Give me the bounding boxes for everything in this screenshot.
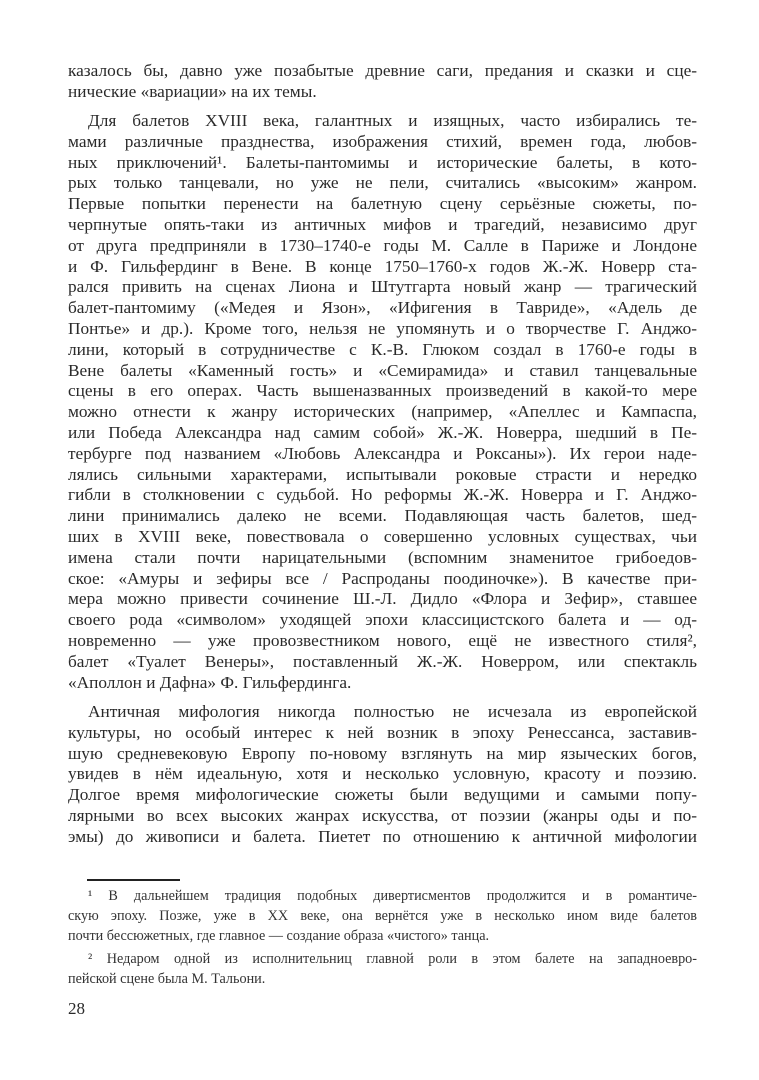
text-line: Долгое время мифологические сюжеты были ведущими и самыми попу-	[68, 785, 697, 805]
text-line: тербурге под названием «Любовь Александра и Роксаны»). Их герои наде-	[68, 443, 697, 463]
text-line: нические «вариации» на их темы.	[68, 81, 317, 101]
text-line: «Аполлон и Дафна» Ф. Гильфердинга.	[68, 672, 352, 692]
text-line: рых только танцевали, но уже не пели, считались «высоким» жанром.	[68, 173, 697, 193]
text-line: мера можно привести сочинение Ш.-Л. Дидло «Флора и Зефир», ставшее	[68, 589, 697, 609]
footnote-line: пейской сцене была М. Тальони.	[68, 971, 266, 987]
text-line: балет-пантомиму («Медея и Язон», «Ифигения в Тавриде», «Адель де	[68, 298, 697, 318]
text-line: можно отнести к жанру исторических (например, «Апеллес и Кампаспа,	[68, 402, 697, 422]
footnote	[68, 949, 697, 989]
text-line: Вене балеты «Каменный гость» и «Семирамида» и ставил танцевальные	[68, 360, 697, 380]
text-line: новременно — уже провозвестником нового, ещё не известного стиля²,	[68, 631, 697, 651]
text-line: Первые попытки перенести на балетную сцену серьёзные сюжеты, по-	[68, 194, 697, 214]
text-line: лялись сильными характерами, испытывали роковые страсти и нередко	[68, 464, 697, 484]
footnote-separator	[87, 879, 180, 881]
text-line: или Победа Александра над самим собой» Ж.-Ж. Новерра, шедший в Пе-	[68, 423, 697, 443]
text-line: культуры, но особый интерес к ней возник в эпоху Ренессанса, заставив-	[68, 722, 697, 742]
text-line: казалось бы, давно уже позабытые древние саги, предания и сказки и сце-	[68, 61, 697, 80]
text-line: и Ф. Гильфердинг в Вене. В конце 1750–1760-х годов Ж.-Ж. Новерр ста-	[68, 256, 697, 276]
text-line: Для балетов XVIII века, галантных и изящных, часто избирались те-	[88, 111, 697, 131]
text-line: имена стали почти нарицательными (вспомним знаменитое грибоедов-	[68, 547, 697, 567]
text-line: рался привить на сценах Лиона и Штутгарта новый жанр — трагический	[68, 277, 697, 297]
footnote	[68, 886, 697, 946]
footnote-line: почти бессюжетных, где главное — создание образа «чистого» танца.	[68, 928, 490, 944]
text-line: Понтье» и др.). Кроме того, нельзя не упомянуть и о творчестве Г. Анджо-	[68, 319, 697, 339]
footnote-line: ¹ В дальнейшем традиция подобных дивертисментов продолжится и в романтиче-	[88, 888, 697, 904]
body-text	[68, 61, 697, 847]
paragraph	[68, 111, 697, 693]
text-line: гибли в столкновении с судьбой. Но реформы Ж.-Ж. Новерра и Г. Анджо-	[68, 485, 697, 505]
text-line: шую средневековую Европу по-новому взглянуть на мир языческих богов,	[68, 743, 697, 763]
text-line: своего рода «символом» уходящей эпохи классицистского балета и — од-	[68, 610, 697, 630]
text-line: Античная мифология никогда полностью не исчезала из европейской	[88, 701, 697, 721]
text-line: лини принимались далеко не всеми. Подавляющая часть балетов, шед-	[68, 506, 697, 526]
paragraph	[68, 702, 697, 848]
text-line: эмы) до живописи и балета. Пиетет по отношению к античной мифологии	[68, 826, 697, 846]
text-line: мами различные празднества, изображения стихий, времен года, любов-	[68, 131, 697, 151]
footnotes	[68, 886, 697, 992]
footnote-line: ² Недаром одной из исполнительниц главной роли в этом балете на западноевро-	[88, 951, 697, 967]
text-line: ных приключений¹. Балеты-пантомимы и исторические балеты, в кото-	[68, 152, 697, 172]
text-line: ское: «Амуры и зефиры все / Распроданы поодиночке»). В качестве при-	[68, 568, 697, 588]
text-line: сцены в его операх. Часть вышеназванных произведений в какой-то мере	[68, 381, 697, 401]
text-line: лярными во всех высоких жанрах искусства, от поэзии (жанры оды и по-	[68, 805, 697, 825]
text-line: от друга предприняли в 1730–1740-е годы М. Салле в Париже и Лондоне	[68, 235, 697, 255]
text-line: ших в XVIII веке, повествовала о совершенно условных существах, чьи	[68, 527, 697, 547]
paragraph	[68, 61, 697, 103]
footnote-line: скую эпоху. Позже, уже в XX веке, она вернётся уже в несколько ином виде балетов	[68, 908, 697, 924]
page-number: 28	[68, 999, 85, 1018]
text-line: черпнутые опять-таки из античных мифов и трагедий, независимо друг	[68, 215, 697, 235]
text-line: балет «Туалет Венеры», поставленный Ж.-Ж. Новерром, или спектакль	[68, 651, 697, 671]
text-line: лини, который в сотрудничестве с К.-В. Глюком создал в 1760-е годы в	[68, 339, 697, 359]
text-line: увидев в нём идеальную, хотя и несколько условную, красоту и поэзию.	[68, 764, 697, 784]
